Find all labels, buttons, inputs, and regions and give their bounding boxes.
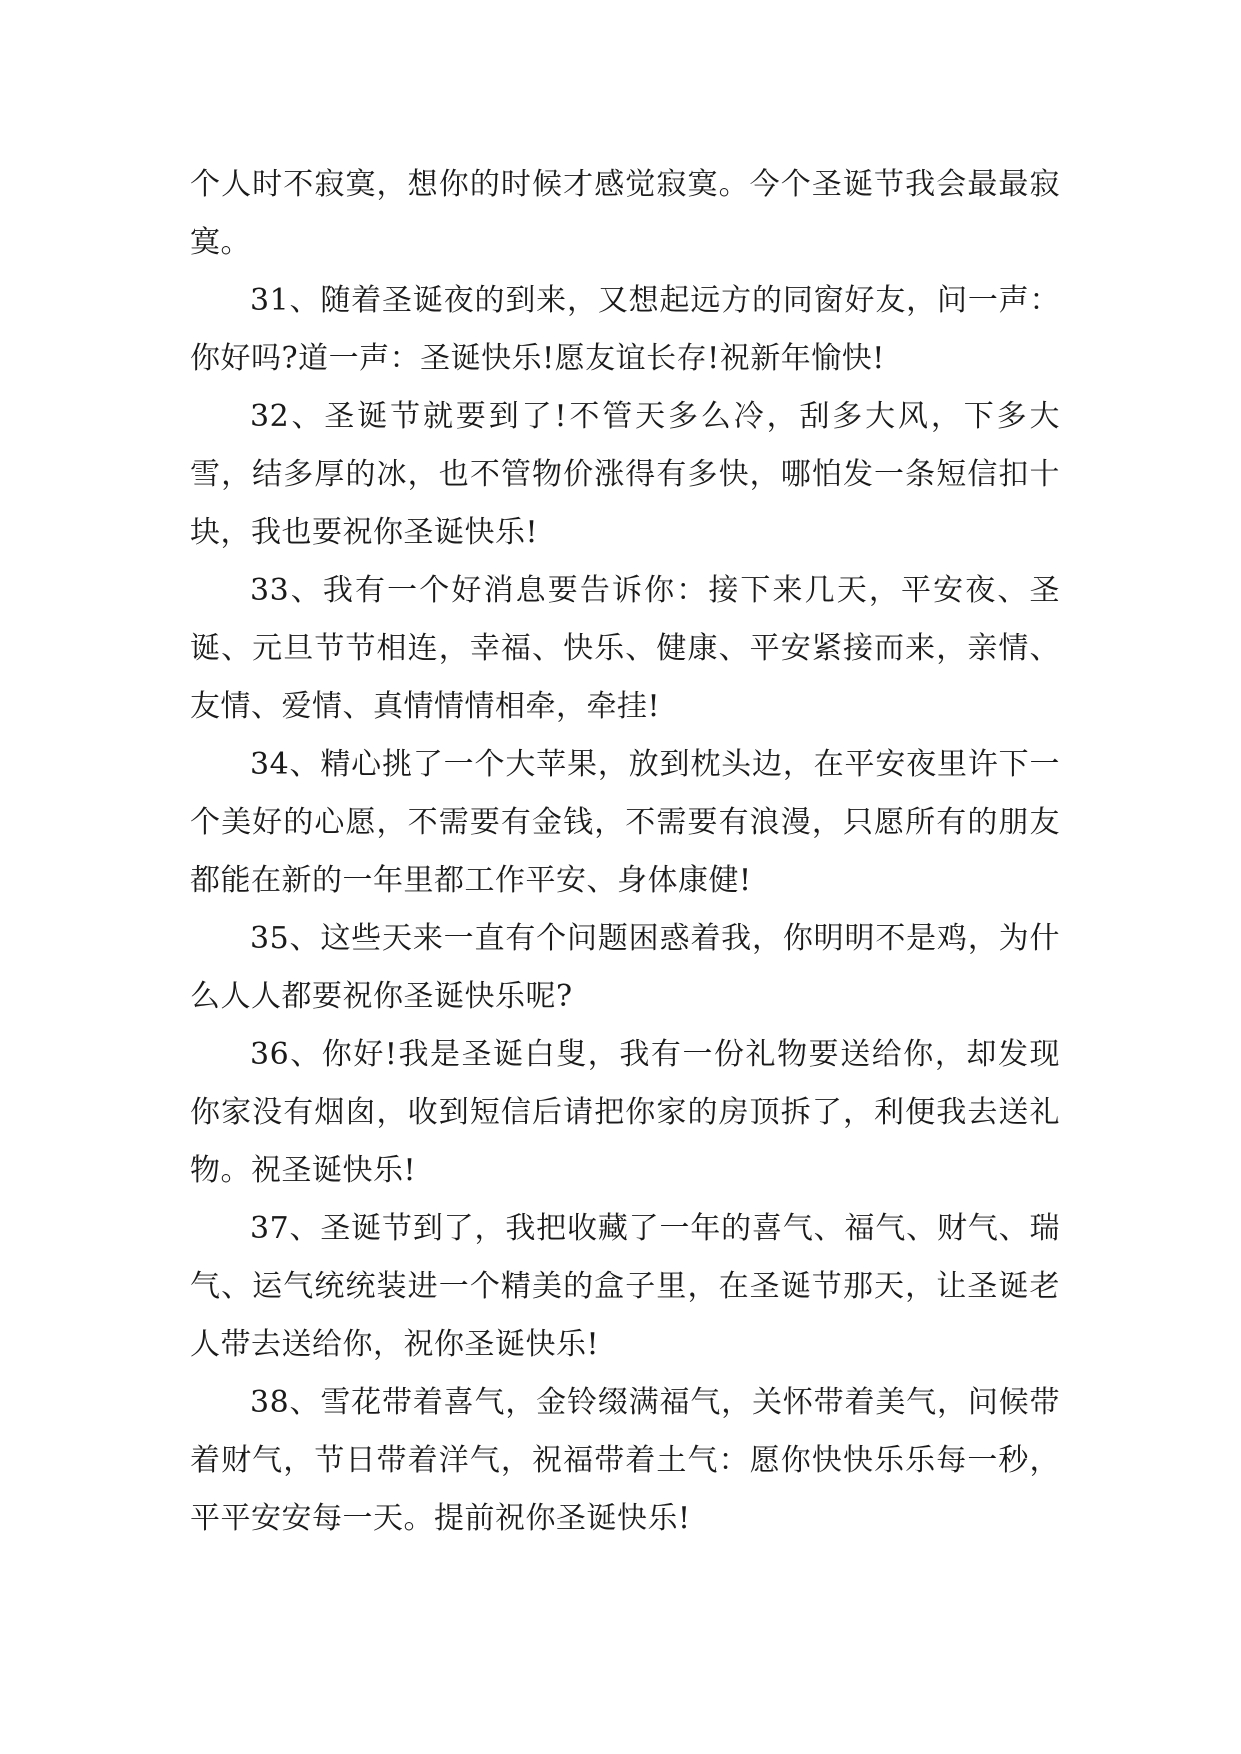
paragraph-33: 33、我有一个好消息要告诉你：接下来几天，平安夜、圣诞、元旦节节相连，幸福、快乐、健康、平安紧接而来，亲情、友情、爱情、真情情情相牵，牵挂! [190, 573, 1060, 724]
paragraph-37: 37、圣诞节到了，我把收藏了一年的喜气、福气、财气、瑞气、运气统统装进一个精美的盒子里，在圣诞节那天，让圣诞老人带去送给你，祝你圣诞快乐! [190, 1211, 1060, 1362]
paragraph-32: 32、圣诞节就要到了!不管天多么冷，刮多大风，下多大雪，结多厚的冰，也不管物价涨得有多快，哪怕发一条短信扣十块，我也要祝你圣诞快乐! [190, 399, 1060, 550]
paragraph-34: 34、精心挑了一个大苹果，放到枕头边，在平安夜里许下一个美好的心愿，不需要有金钱，不需要有浪漫，只愿所有的朋友都能在新的一年里都工作平安、身体康健! [190, 747, 1060, 898]
paragraph-35: 35、这些天来一直有个问题困惑着我，你明明不是鸡，为什么人人都要祝你圣诞快乐呢? [190, 921, 1060, 1014]
document-body [190, 156, 1060, 1548]
paragraph-36: 36、你好!我是圣诞白叟，我有一份礼物要送给你，却发现你家没有烟囱，收到短信后请把你家的房顶拆了，利便我去送礼物。祝圣诞快乐! [190, 1037, 1060, 1188]
paragraph-31: 31、随着圣诞夜的到来，又想起远方的同窗好友，问一声：你好吗?道一声：圣诞快乐!愿友谊长存!祝新年愉快! [190, 283, 1060, 376]
paragraph-30-continuation: 个人时不寂寞，想你的时候才感觉寂寞。今个圣诞节我会最最寂寞。 [190, 167, 1060, 260]
paragraph-38: 38、雪花带着喜气，金铃缀满福气，关怀带着美气，问候带着财气，节日带着洋气，祝福带着土气：愿你快快乐乐每一秒，平平安安每一天。提前祝你圣诞快乐! [190, 1385, 1060, 1536]
